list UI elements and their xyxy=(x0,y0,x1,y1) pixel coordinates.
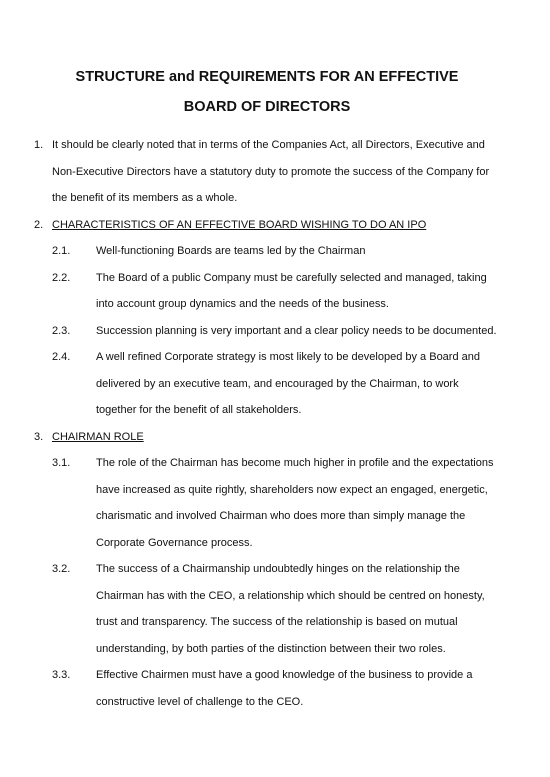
subsection-number: 2.3. xyxy=(52,324,71,337)
section-text: It should be clearly noted that in terms of the Companies Act, all Directors, Executive and Non-Executive Directors have a statutory duty to promote the success of the Company for the benefit of its members as a whole. xyxy=(52,139,490,204)
section-number: 3. xyxy=(34,430,44,443)
subsection-2-2 xyxy=(34,265,500,318)
section-number: 2. xyxy=(34,218,44,231)
title-line-1: STRUCTURE and REQUIREMENTS FOR AN EFFECTIVE xyxy=(75,69,459,85)
subsection-number: 3.2. xyxy=(52,563,71,575)
section-heading: CHARACTERISTICS OF AN EFFECTIVE BOARD WISHING TO DO AN IPO xyxy=(52,218,427,231)
section-heading: CHAIRMAN ROLE xyxy=(52,430,144,443)
document-body xyxy=(34,132,500,715)
document-title xyxy=(34,62,500,122)
subsection-text: Effective Chairmen must have a good knowledge of the business to provide a constructive level of challenge to the CEO. xyxy=(96,669,473,708)
subsection-number: 3.1. xyxy=(52,457,71,469)
subsection-2-1 xyxy=(34,238,500,265)
subsection-3-2 xyxy=(34,556,500,662)
subsection-text: Succession planning is very important and a clear policy needs to be documented. xyxy=(96,324,497,337)
section-3-heading xyxy=(34,424,500,451)
section-number: 1. xyxy=(34,139,44,151)
subsection-text: Well-functioning Boards are teams led by the Chairman xyxy=(96,245,366,257)
subsection-number: 3.3. xyxy=(52,669,71,681)
subsection-text: The Board of a public Company must be carefully selected and managed, taking into account group dynamics and the needs of the business. xyxy=(96,271,487,310)
subsection-2-3 xyxy=(34,318,500,345)
subsection-3-3 xyxy=(34,662,500,715)
subsection-number: 2.2. xyxy=(52,271,71,284)
subsection-text: The role of the Chairman has become much higher in profile and the expectations have increased as quite rightly, shareholders now expect an engaged, energetic, charismatic and involved Chairman who does more than simply manage the Corporate Governance process. xyxy=(96,457,494,549)
subsection-2-4 xyxy=(34,344,500,424)
subsection-3-1 xyxy=(34,450,500,556)
title-line-2: BOARD OF DIRECTORS xyxy=(183,99,351,115)
section-2-heading xyxy=(34,212,500,239)
subsection-text: A well refined Corporate strategy is most likely to be developed by a Board and delivered by an executive team, and encouraged by the Chairman, to work together for the benefit of all stakeholders. xyxy=(96,351,480,416)
subsection-number: 2.4. xyxy=(52,351,71,363)
subsection-number: 2.1. xyxy=(52,245,71,257)
section-1 xyxy=(34,132,500,212)
subsection-text: The success of a Chairmanship undoubtedly hinges on the relationship the Chairman has with the CEO, a relationship which should be centred on honesty, trust and transparency. The success of the relationship is based on mutual understanding, by both parties of the distinction between their two roles. xyxy=(96,563,485,655)
